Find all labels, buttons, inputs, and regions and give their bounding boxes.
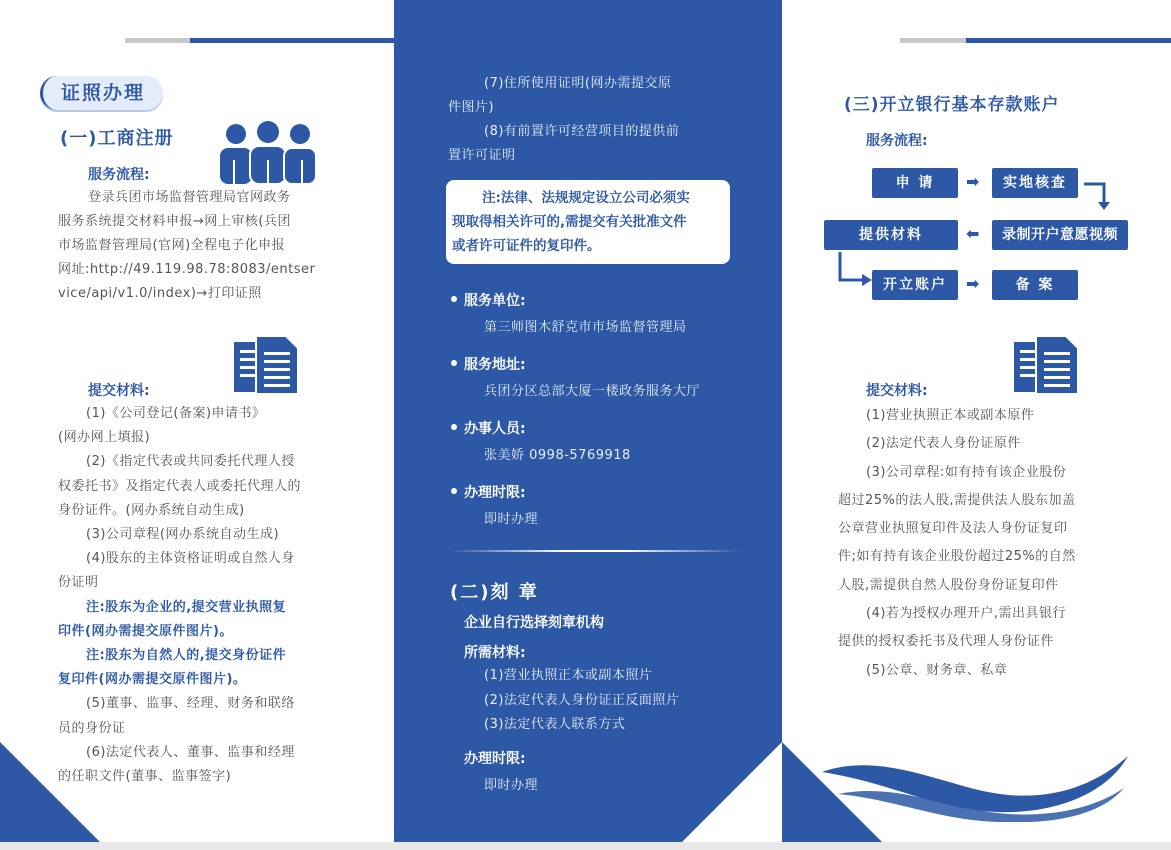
material-line: 超过25%的法人股,需提供法人股东加盖 [838,492,1076,508]
note-line: 注:股东为自然人的,提交身份证件 [86,648,287,664]
section2-materials-label: 所需材料: [464,645,526,661]
section2-heading: (二)刻 章 [450,582,539,603]
section-tag-label: 证照办理 [60,82,145,104]
flow-apply: 申 请 [872,168,958,198]
material-line: (1)营业执照正本或副本照片 [484,668,653,683]
top-rule-gray [125,38,190,43]
section-heading: (一)工商注册 [60,128,174,149]
material-line: 员的身份证 [58,720,126,736]
material-line: (网办网上填报) [58,430,151,446]
material-line: (3)公司章程(网办系统自动生成) [86,527,280,543]
note-box [446,180,730,264]
flow-open: 开立账户 [872,270,958,300]
top-rule-gray [900,38,966,43]
material-line: 权委托书》及指定代表人或委托代理人的 [58,478,302,494]
flow-inspect: 实地核查 [992,168,1078,198]
material-line: (4)若为授权办理开户,需出具银行 [866,606,1067,622]
note-text [446,180,730,258]
materials-label: 提交材料: [88,383,150,399]
material-line: (2)法定代表人身份证正反面照片 [484,692,680,708]
flow-record: 录制开户意愿视频 [992,220,1128,250]
material-line: 人股,需提供自然人股份身份证复印件 [838,577,1059,593]
info-value: 第三师图木舒克市市场监督管理局 [484,320,687,335]
material-line: (1)营业执照正本或副本原件 [866,408,1035,423]
status-bar [0,842,1171,850]
section2-subtitle: 企业自行选择刻章机构 [464,615,604,631]
arrow-left-icon: ⬅ [966,224,980,243]
material-line: (2)《指定代表或共同委托代理人授 [86,454,295,470]
material-line: (7)住所使用证明(网办需提交原 [484,76,672,91]
material-line: (5)董事、监事、经理、财务和联络 [86,696,295,712]
arrow-right-icon: ➡ [966,274,980,293]
material-line: 提供的授权委托书及代理人身份证件 [838,634,1055,650]
corner-triangle [682,742,782,842]
bullet-dot [451,360,457,366]
top-materials [448,72,738,168]
top-rule-blue [190,38,394,43]
corner-triangle [0,742,100,842]
note-line: 现取得相关许可的,需提交有关批准文件 [452,214,687,230]
info-label: 办事人员: [464,421,526,437]
section2-time-label: 办理时限: [464,751,526,767]
material-line: (8)有前置许可经营项目的提供前 [484,124,680,139]
section3-heading: (三)开立银行基本存款账户 [844,95,1060,115]
arrow-turn-icon [834,252,874,288]
material-line: (3)法定代表人联系方式 [484,717,626,732]
bullet-dot [451,424,457,430]
divider [450,550,740,552]
material-line: (4)股东的主体资格证明或自然人身 [86,551,295,567]
note-line: 或者许可证件的复印件。 [452,238,601,254]
info-label: 办理时限: [464,485,526,501]
section2-time-value: 即时办理 [484,778,539,793]
material-line: 份证明 [58,575,99,591]
process-line: vice/api/v1.0/index)→打印证照 [58,286,262,301]
material-line: 件图片) [448,100,495,115]
material-line: (5)公章、财务章、私章 [866,662,1008,678]
material-line: 身份证件。(网办系统自动生成) [58,502,245,518]
section2-materials [484,664,679,738]
process-label: 服务流程: [866,133,928,149]
left-panel [0,0,394,842]
process-text [58,186,348,306]
people-icon [214,120,320,184]
material-line: (3)公司章程:如有持有该企业股份 [866,464,1067,480]
arrow-down-icon [1082,178,1112,212]
materials-list [58,402,358,789]
process-label: 服务流程: [88,167,150,183]
info-value: 即时办理 [484,512,539,527]
section-tag [40,76,163,110]
document-icon [232,334,302,396]
process-line: 市场监督管理局(官网)全程电子化申报 [58,238,286,253]
material-line: (6)法定代表人、董事、监事和经理 [86,744,295,760]
corner-triangle [782,742,882,842]
info-label: 服务地址: [464,357,526,373]
materials-list [838,402,1138,685]
material-line: 件;如有持有该企业股份超过25%的自然 [838,549,1076,565]
top-rule-blue [966,38,1171,43]
materials-label: 提交材料: [866,383,928,399]
note-line: 复印件(网办需提交原件图片)。 [58,672,247,688]
bullet-dot [451,488,457,494]
material-line: 置许可证明 [448,148,516,163]
bullet-dot [451,296,457,302]
material-line: 公章营业执照复印件及法人身份证复印 [838,521,1068,537]
flow-file: 备 案 [992,270,1078,300]
process-line: 登录兵团市场监督管理局官网政务 [88,190,291,205]
material-line: (1)《公司登记(备案)申请书》 [86,406,266,421]
material-line: 的任职文件(董事、监事签字) [58,769,232,785]
info-value: 张美娇 0998-5769918 [484,448,631,463]
note-line: 注:股东为企业的,提交营业执照复 [86,599,287,615]
process-line: 服务系统提交材料申报→网上审核(兵团 [58,214,291,229]
right-panel [782,0,1171,842]
middle-panel [394,0,782,842]
document-icon [1012,334,1082,396]
note-line: 印件(网办需提交原件图片)。 [58,623,233,639]
process-line: 网址:http://49.119.98.78:8083/entser [58,262,316,277]
material-line: (2)法定代表人身份证原件 [866,436,1021,452]
flow-provide: 提供材料 [824,220,958,250]
info-value: 兵团分区总部大厦一楼政务服务大厅 [484,384,701,399]
info-label: 服务单位: [464,293,526,309]
arrow-right-icon: ➡ [966,172,980,191]
note-line: 注:法律、法规规定设立公司必须实 [482,190,690,206]
